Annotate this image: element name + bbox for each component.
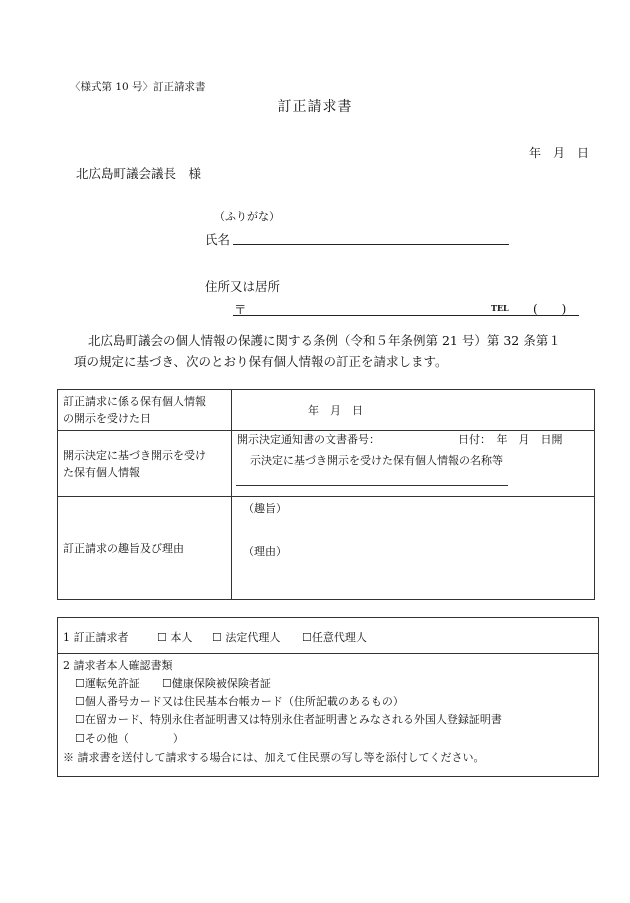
label-line: の開示を受けた日 <box>63 412 151 425</box>
addressee: 北広島町議会議長 様 <box>76 166 202 181</box>
notice-date-label: 日付： 年 月 日開 <box>458 433 563 446</box>
disclosed-info-label <box>63 447 206 481</box>
label-line: 開示決定に基づき開示を受け <box>63 449 206 462</box>
tel-label: TEL <box>491 303 509 313</box>
mail-request-note: ※ 請求書を送付して請求する場合には、加えて住民票の写し等を添付してください。 <box>63 751 485 764</box>
table-divider <box>58 496 594 497</box>
purpose-label: （趣旨） <box>243 502 287 515</box>
checkbox-my-number-card[interactable]: ☐個人番号カード又は住民基本台帳カード（住所記載のあるもの） <box>75 695 404 708</box>
address-label: 住所又は居所 <box>205 279 281 294</box>
date-field[interactable]: 年 月 日 <box>529 146 590 160</box>
checkbox-drivers-license[interactable]: ☐運転免許証 <box>75 677 140 690</box>
request-statement <box>74 330 580 372</box>
tel-field[interactable]: ( ) <box>533 302 567 316</box>
statement-line-1: 北広島町議会の個人情報の保護に関する条例（令和５年条例第 21 号）第 32 条第１ <box>88 333 561 348</box>
id-documents-label: 2 請求者本人確認書類 <box>63 659 173 672</box>
furigana-label: （ふりがな） <box>214 210 280 223</box>
label-line: 訂正請求に係る保有個人情報 <box>63 395 206 408</box>
checkbox-legal-representative[interactable]: ☐ 法定代理人 <box>212 631 281 644</box>
statement-line-2: 項の規定に基づき、次のとおり保有個人情報の訂正を請求します。 <box>74 354 448 369</box>
requester-type-label: 1 訂正請求者 <box>63 631 129 644</box>
table-divider <box>58 653 598 654</box>
info-name-label: 示決定に基づき開示を受けた保有個人情報の名称等 <box>250 454 503 467</box>
address-input-line[interactable] <box>233 315 579 316</box>
purpose-reason-label: 訂正請求の趣旨及び理由 <box>63 542 184 555</box>
checkbox-residence-card[interactable]: ☐在留カード、特別永住者証明書又は特別永住者証明書とみなされる外国人登録証明書 <box>75 713 502 726</box>
checkbox-voluntary-representative[interactable]: ☐任意代理人 <box>302 631 367 644</box>
form-number: 〈様式第 10 号〉訂正請求書 <box>70 81 206 93</box>
disclosure-date-field[interactable]: 年 月 日 <box>308 404 363 417</box>
doc-number-label: 開示決定通知書の文書番号： <box>237 433 380 446</box>
info-name-input-line[interactable] <box>236 485 508 486</box>
checkbox-health-insurance[interactable]: ☐健康保険被保険者証 <box>162 677 271 690</box>
checkbox-other[interactable]: ☐その他（ ） <box>75 732 184 745</box>
name-label: 氏名 <box>205 232 231 247</box>
postal-mark: 〒 <box>234 302 247 317</box>
checkbox-self[interactable]: ☐ 本人 <box>157 631 193 644</box>
reason-label: （理由） <box>243 545 287 558</box>
name-input-line[interactable] <box>233 244 509 245</box>
page-title: 訂正請求書 <box>277 99 353 115</box>
requester-identification-table <box>57 617 599 777</box>
table-divider <box>231 390 232 599</box>
disclosure-date-label <box>63 393 206 427</box>
label-line: た保有個人情報 <box>63 466 140 479</box>
correction-details-table <box>57 389 595 600</box>
